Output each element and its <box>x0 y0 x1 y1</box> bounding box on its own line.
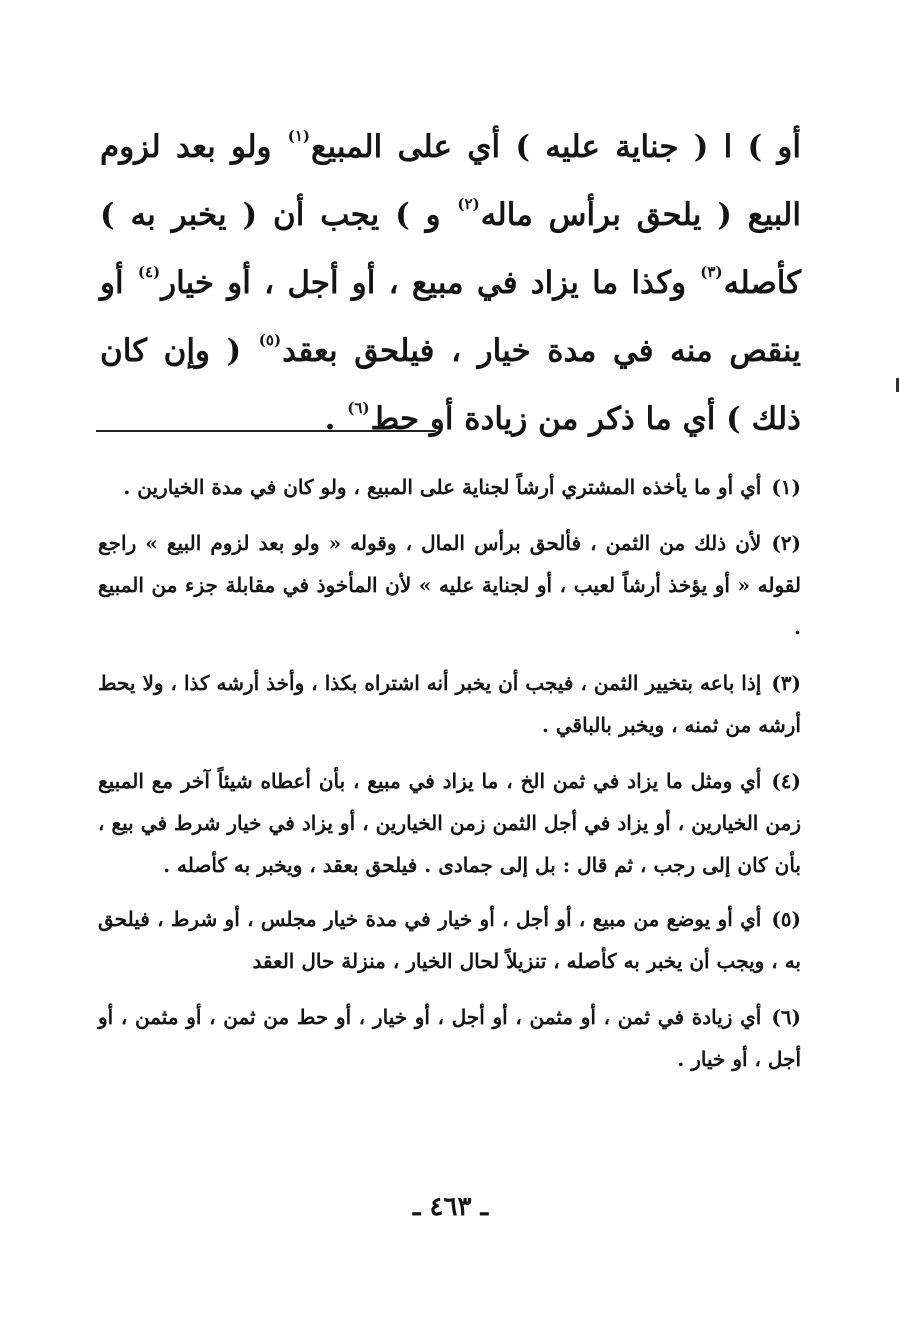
footnote-text: لأن ذلك من الثمن ، فألحق برأس المال ، وقوله « ولو بعد لزوم البيع » راجع لقوله « أو يؤخذ أرشاً لعيب ، أو لجناية عليه » لأن المأخوذ في مقابلة جزء من المبيع . <box>98 531 801 639</box>
footnote <box>98 662 801 746</box>
edge-mark <box>896 378 899 392</box>
footnote-marker: (١) <box>287 127 311 145</box>
footnote-text: أي زيادة في ثمن ، أو مثمن ، أو أجل ، أو خيار ، أو حط من ثمن ، أو مثمن ، أو أجل ، أو خيار . <box>98 1005 801 1071</box>
footnote-text: أي أو يوضع من مبيع ، أو أجل ، أو خيار في مدة خيار مجلس ، أو شرط ، فيلحق به ، ويجب أن يخبر به كأصله ، تنزيلاً لحال الخيار ، منزلة حال العقد <box>98 907 801 973</box>
footnote-marker: (٦) <box>347 399 370 417</box>
main-paragraph <box>100 108 801 448</box>
footnote-text: أي ومثل ما يزاد في ثمن الخ ، ما يزاد في مبيع ، بأن أعطاه شيئاً آخر مع المبيع زمن الخيارين ، أو يزاد في أجل الثمن زمن الخيارين ، أو يزاد في خيار شرط في بيع ، بأن كان إلى رجب ، ثم قال : بل إلى جمادى . فيلحق بعقد ، ويخبر به كأصله . <box>98 769 801 877</box>
footnote-separator <box>96 430 436 432</box>
footnote <box>98 898 801 982</box>
footnote <box>98 522 801 648</box>
footnote-marker: (٤) <box>137 263 161 281</box>
footnote-number: (٢) <box>771 531 801 555</box>
footnote-number: (٥) <box>771 907 801 931</box>
main-text-segment: وكذا ما يزاد في مبيع ، أو أجل ، أو خيار <box>161 265 700 301</box>
main-text-segment: ولو بعد لزوم البيع ( يلحق برأس ماله <box>100 129 801 233</box>
footnote-marker: (٣) <box>700 263 723 281</box>
page-number: ـ ٤٦٣ ـ <box>412 1192 489 1222</box>
main-text-segment: أو ) ا ( جناية عليه ) أي على المبيع <box>311 129 801 165</box>
footnote-number: (١) <box>771 475 801 499</box>
main-text-segment: أو ينقص منه في مدة خيار ، فيلحق بعقد <box>100 265 801 369</box>
footnote-text: إذا باعه بتخيير الثمن ، فيجب أن يخبر أنه اشتراه بكذا ، وأخذ أرشه كذا ، ولا يحط أرشه من ثمنه ، ويخبر بالباقي . <box>98 671 801 737</box>
footnote <box>98 996 801 1080</box>
footnote-marker: (٢) <box>457 195 480 213</box>
footnote <box>98 760 801 886</box>
footnote <box>98 466 801 508</box>
footnotes <box>98 466 801 1094</box>
main-text <box>100 108 801 448</box>
main-text-segment: و ) يجب أن ( يخبر به ) كأصله <box>100 197 801 301</box>
footnote-marker: (٥) <box>258 331 282 349</box>
footnote-number: (٣) <box>771 671 801 695</box>
footnote-text: أي أو ما يأخذه المشتري أرشاً لجناية على المبيع ، ولو كان في مدة الخيارين . <box>123 475 762 499</box>
main-text-segment: . <box>324 401 347 437</box>
footnote-number: (٦) <box>771 1005 801 1029</box>
main-text-segment: ( وإن كان ذلك ) أي ما ذكر من زيادة أو حط <box>100 333 801 437</box>
footnote-number: (٤) <box>771 769 801 793</box>
